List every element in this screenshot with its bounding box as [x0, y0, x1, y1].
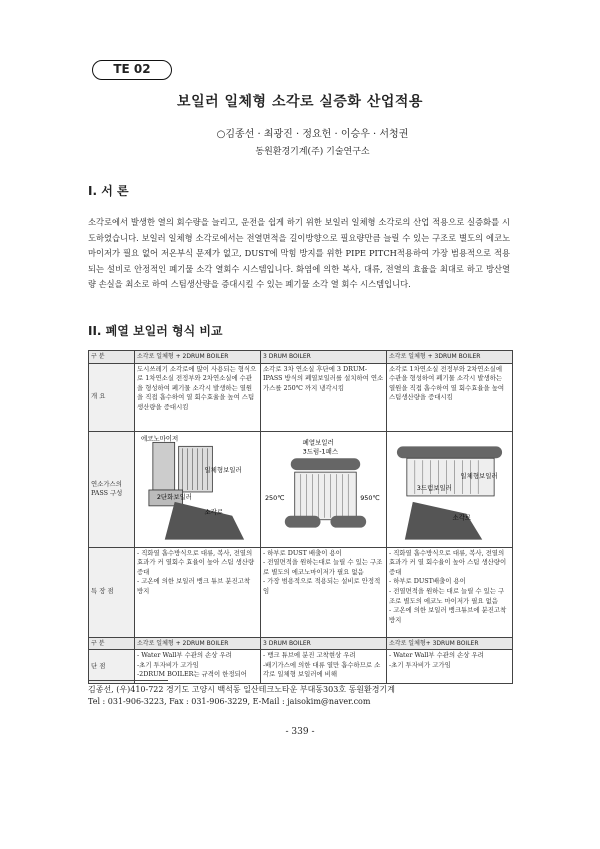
features-type2: - 하부로 DUST 배출이 용이 - 전열면적을 원하는대로 늘릴 수 있는 구조로 별도의 에코노마이저가 필요 없음 - 가장 범용적으로 적용되는 설비로 안정적임	[261, 547, 387, 637]
table-header-row	[89, 351, 513, 364]
footer-address: 김종선, (우)410-722 경기도 고양시 백석동 일산테크노타운 부대동303호 동원환경기계	[88, 685, 395, 694]
boiler-comparison-table	[88, 350, 513, 684]
affiliation: 동원환경기계(주) 기술연구소	[255, 147, 370, 157]
3drum-1pass-label: 3드럼-1패스	[302, 446, 339, 455]
drawbacks-type1: - Water Wall부 수관의 손상 우려 -초기 투자비가 고가임 -2DRUM BOILER는 규격이 한정되어	[135, 650, 261, 684]
footer-divider	[88, 680, 168, 681]
overview-row	[89, 363, 513, 431]
integrated-2drum-diagram	[135, 432, 260, 544]
features-type1: - 직화열 흡수방식으로 대류, 복사, 전열의 효과가 커 열회수 효율이 높아 스팀 생산량 증대 - 고온에 의한 보일러 뱅크 튜브 분진고착 방지	[135, 547, 261, 637]
pass-label: 연소가스의 PASS 구성	[89, 431, 135, 547]
overview-type3: 소각로 1차연소실 전정부와 2차연소실에 수관을 형성하여 폐기물 소각시 발생하는 열원을 직접 흡수하여 열 회수효율을 높여 스팀생산량을 증대시킴	[387, 363, 513, 431]
features-type3: - 직화열 흡수방식으로 대류, 복사, 전열의 효과가 커 열 회수율이 높아 스팀 생산량이 증대 - 하부로 DUST배출이 용이 - 전열면적을 원하는 대로 늘릴 수 있는 구조로 별도의 에코노 마이저가 필요 없음 - 고온에 의한 보일러 뱅크튜브에 분진고착 방지	[387, 547, 513, 637]
overview-type2: 소각로 3차 연소실 후단에 3 DRUM-IPASS 방식의 폐열보일러를 설치하여 연소 가스를 250℃ 까지 냉각시킴	[261, 363, 387, 431]
footer-contact: Tel : 031-906-3223, Fax : 031-906-3229, E-Mail : jaisokim@naver.com	[88, 697, 371, 706]
section1-heading: I. 서 론	[88, 184, 129, 198]
paper-title: 보일러 일체형 소각로 실증화 산업적용	[177, 94, 423, 110]
economizer-label: 에코노마이저	[140, 433, 179, 442]
3drum-boiler-label: 3드럼보일러	[416, 483, 452, 492]
header-type1: 소각로 일체형 + 2DRUM BOILER	[135, 351, 261, 364]
inlet-temp-label: 950℃	[360, 493, 380, 502]
col-label: 구 분	[89, 351, 135, 364]
3drum-diagram	[261, 432, 386, 544]
drawbacks-row	[89, 650, 513, 684]
drawbacks-type3: - Water Wall부 수관의 손상 우려 -초기 투자비가 고가임	[387, 650, 513, 684]
integrated-3drum-diagram	[387, 432, 512, 544]
header2-type3: 소각로 일체형+ 3DRUM BOILER	[387, 637, 513, 650]
drawbacks-label: 단 점	[89, 650, 135, 684]
incinerator-label-3: 소각로	[452, 513, 472, 522]
outlet-temp-label: 250℃	[264, 493, 285, 502]
waste-boiler-label: 폐열보일러	[302, 437, 334, 446]
header-type3: 소각로 일체형 + 3DRUM BOILER	[387, 351, 513, 364]
pass-fig3-cell	[387, 431, 513, 547]
features-label: 특 장 점	[89, 547, 135, 637]
pass-fig2-cell	[261, 431, 387, 547]
boiler-label: 일체형보일러	[204, 465, 242, 474]
overview-type1: 도시쓰레기 소각로에 많이 사용되는 형식으로 1차연소실 전정부와 2차연소실에 수관을 형성하여 폐기물 소각시 발생하는 열원을 직접 흡수하여 열 회수효율을 높여 스팀생산량을 증대시킴	[135, 363, 261, 431]
secondary-boiler-label: 2단화보일러	[156, 492, 193, 501]
features-row	[89, 547, 513, 637]
pass-fig1-cell	[135, 431, 261, 547]
section1-body: 소각로에서 발생한 열의 회수량을 늘리고, 운전을 쉽게 하기 위한 보일러 일체형 소각로의 산업 적용으로 실증화를 시도하였습니다. 보일러 일체형 소각로에서는 전열면적을 길이방향으로 필요량만큼 늘릴 수 있는 구조로 별도의 에코노마이저가 필요 없어 저온부식 문제가 없고, DUST에 막힘 방지를 위한 PIPE PITCH적용하여 가장 범용적으로 적용되는 설비로 안정적인 폐기물 소각 열회수 시스템입니다. 화염에 의한 복사, 대류, 전열의 효율을 최대로 하고 방산열량 손실을 최소로 하여 스팀생산량을 증대시킬 수 있는 폐기물 소각 열 회수 시스템입니다.	[88, 217, 510, 289]
incinerator-label: 소각로	[204, 507, 224, 516]
session-tag: TE 02	[92, 60, 172, 80]
col-label-2: 구 분	[89, 637, 135, 650]
drawbacks-type2: - 뱅크 튜브에 분진 고착현상 우려 -배기가스에 의한 대류 열만 흡수하므로 소각로 일체형 보일러에 비해	[261, 650, 387, 684]
section2-heading: II. 폐열 보일러 형식 비교	[88, 324, 223, 338]
table-header-row-2	[89, 637, 513, 650]
header2-type2: 3 DRUM BOILER	[261, 637, 387, 650]
header-type2: 3 DRUM BOILER	[261, 351, 387, 364]
footer	[88, 684, 518, 708]
header2-type1: 소각로 일체형 + 2DRUM BOILER	[135, 637, 261, 650]
pass-row	[89, 431, 513, 547]
overview-label: 개 요	[89, 363, 135, 431]
integrated-boiler-label: 일체형보일러	[460, 471, 498, 480]
authors: ○김종선 · 최광진 · 정요헌 · 이승우 · 서청권	[216, 129, 409, 140]
page-number: - 339 -	[285, 727, 315, 737]
